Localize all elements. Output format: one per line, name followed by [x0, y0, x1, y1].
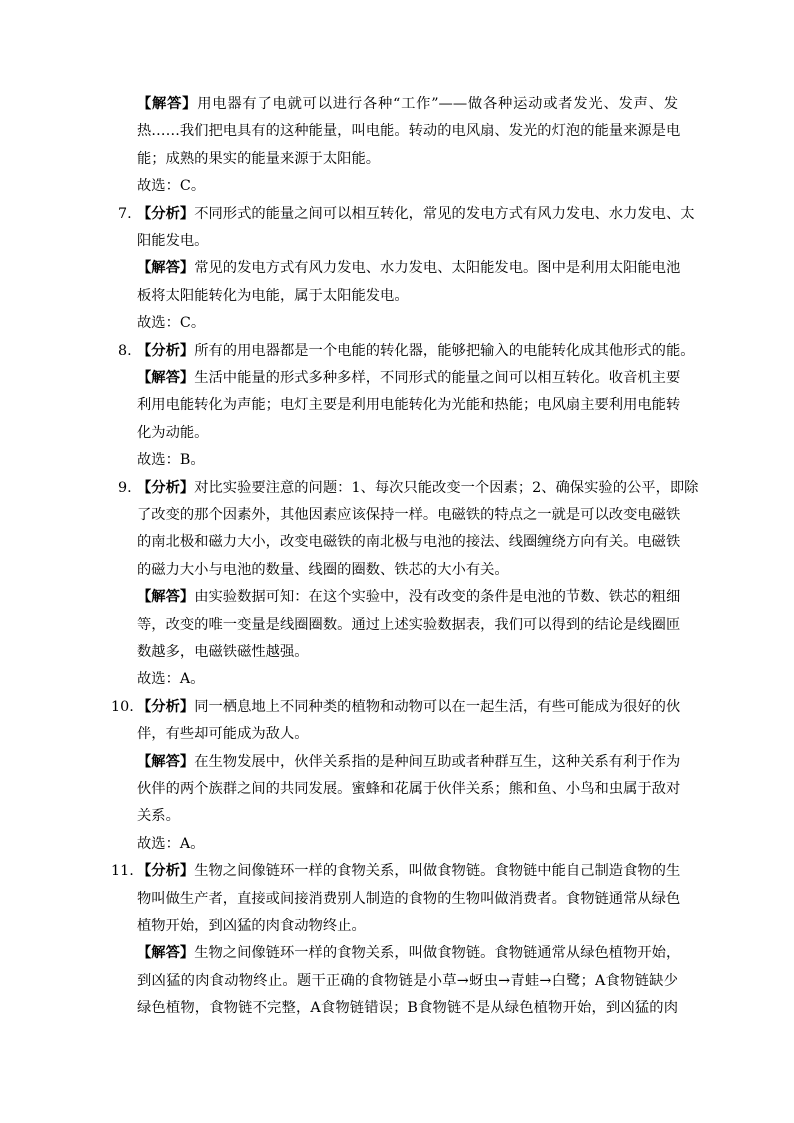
answer-tag: 【解答】 — [137, 753, 195, 770]
q10-analysis-line-2: 伴，有些却可能成为敌人。 — [137, 726, 309, 743]
q11-analysis-line-2: 物叫做生产者，直接或间接消费别人制造的食物的生物叫做消费者。食物链通常从绿色 — [137, 890, 681, 907]
question-number: 8. — [118, 342, 132, 359]
q7-answer-line-1: 【解答】常见的发电方式有风力发电、水力发电、太阳能发电。图中是利用太阳能电池 — [137, 260, 681, 277]
q9-answer-line-2: 等，改变的唯一变量是线圈圈数。通过上述实验数据表，我们可以得到的结论是线圈匝 — [137, 616, 681, 633]
q8-analysis-line-1: 8. 【分析】所有的用电器都是一个电能的转化器，能够把输入的电能转化成其他形式的能。 — [118, 338, 678, 365]
question-number: 10. — [111, 698, 134, 715]
q9-analysis-line-2: 了改变的那个因素外，其他因素应该保持一样。电磁铁的特点之一就是可以改变电磁铁 — [137, 506, 681, 523]
q10-analysis-line-1: 10. 【分析】同一栖息地上不同种类的植物和动物可以在一起生活，有些可能成为很好的伙 — [118, 694, 678, 721]
q6-answer-line-1: 【解答】用电器有了电就可以进行各种“工作”——做各种运动或者发光、发声、发 — [137, 96, 678, 112]
answer-tag: 【解答】 — [137, 260, 195, 277]
q9-answer-line-3: 数越多，电磁铁磁性越强。 — [137, 643, 309, 660]
q10-answer-line-1: 【解答】在生物发展中，伙伴关系指的是种间互助或者种群互生，这种关系有利于作为 — [137, 753, 681, 770]
question-number: 9. — [118, 479, 132, 496]
q8-answer-line-2: 利用电能转化为声能；电灯主要是利用电能转化为光能和热能；电风扇主要利用电能转 — [137, 397, 681, 414]
analysis-tag: 【分析】 — [137, 205, 195, 222]
q6-section — [118, 91, 681, 201]
q6-answer-line-2: 热……我们把电具有的这种能量，叫电能。转动的电风扇、发光的灯泡的能量来源是电 — [137, 123, 681, 140]
q9-analysis-line-3: 的南北极和磁力大小，改变电磁铁的南北极与电池的接法、线圈缠绕方向有关。电磁铁 — [137, 534, 681, 551]
q7-section — [118, 201, 695, 338]
q11-analysis-line-1: 11. 【分析】生物之间像链环一样的食物关系，叫做食物链。食物链中能自己制造食物的生 — [118, 858, 678, 885]
answer-tag: 【解答】 — [137, 96, 198, 112]
analysis-tag: 【分析】 — [137, 479, 195, 496]
q9-answer-line-1: 【解答】由实验数据可知：在这个实验中，没有改变的条件是电池的节数、铁芯的粗细 — [137, 589, 681, 606]
q9-analysis-line-4: 的磁力大小与电池的数量、线圈的圈数、铁芯的大小有关。 — [137, 561, 509, 578]
q9-analysis-line-1: 9. 【分析】对比实验要注意的问题：1、每次只能改变一个因素；2、确保实验的公平，即除 — [118, 475, 678, 502]
q7-analysis-line-1: 7. 【分析】不同形式的能量之间可以相互转化，常见的发电方式有风力发电、水力发电、太 — [118, 201, 678, 228]
question-number: 11. — [111, 863, 134, 880]
analysis-tag: 【分析】 — [137, 342, 195, 359]
q11-section — [111, 858, 681, 1022]
q6-answer-line-3: 能；成熟的果实的能量来源于太阳能。 — [137, 150, 381, 167]
q7-analysis-line-2: 阳能发电。 — [137, 232, 209, 249]
analysis-tag: 【分析】 — [137, 863, 195, 880]
answer-tag: 【解答】 — [137, 369, 195, 386]
q7-choice: 故选：C。 — [137, 315, 206, 332]
q10-answer-line-2: 伙伴的两个族群之间的共同发展。蜜蜂和花属于伙伴关系；熊和鱼、小鸟和虫属于敌对 — [137, 780, 681, 797]
q6-choice: 故选：C。 — [137, 178, 206, 195]
q10-section — [111, 694, 681, 858]
q8-choice: 故选：B。 — [137, 452, 205, 469]
answer-tag: 【解答】 — [137, 945, 195, 962]
q11-answer-line-3: 绿色植物，食物链不完整，A食物链错误；B食物链不是从绿色植物开始，到凶猛的肉 — [137, 1000, 678, 1017]
answer-tag: 【解答】 — [137, 589, 195, 606]
question-number: 7. — [118, 205, 132, 222]
q9-section — [118, 475, 699, 694]
q8-answer-line-3: 化为动能。 — [137, 424, 209, 441]
q7-answer-line-2: 板将太阳能转化为电能，属于太阳能发电。 — [137, 287, 409, 304]
analysis-tag: 【分析】 — [137, 698, 195, 715]
q8-section — [118, 338, 695, 475]
q8-answer-line-1: 【解答】生活中能量的形式多种多样，不同形式的能量之间可以相互转化。收音机主要 — [137, 369, 681, 386]
q11-analysis-line-3: 植物开始，到凶猛的肉食动物终止。 — [137, 917, 366, 934]
q10-answer-line-3: 关系。 — [137, 808, 180, 825]
q11-answer-line-2: 到凶猛的肉食动物终止。题干正确的食物链是小草→蚜虫→青蛙→白鹭；A食物链缺少 — [137, 972, 678, 989]
q10-choice: 故选：A。 — [137, 835, 205, 852]
q9-choice: 故选：A。 — [137, 671, 205, 688]
q11-answer-line-1: 【解答】生物之间像链环一样的食物关系，叫做食物链。食物链通常从绿色植物开始， — [137, 945, 681, 962]
